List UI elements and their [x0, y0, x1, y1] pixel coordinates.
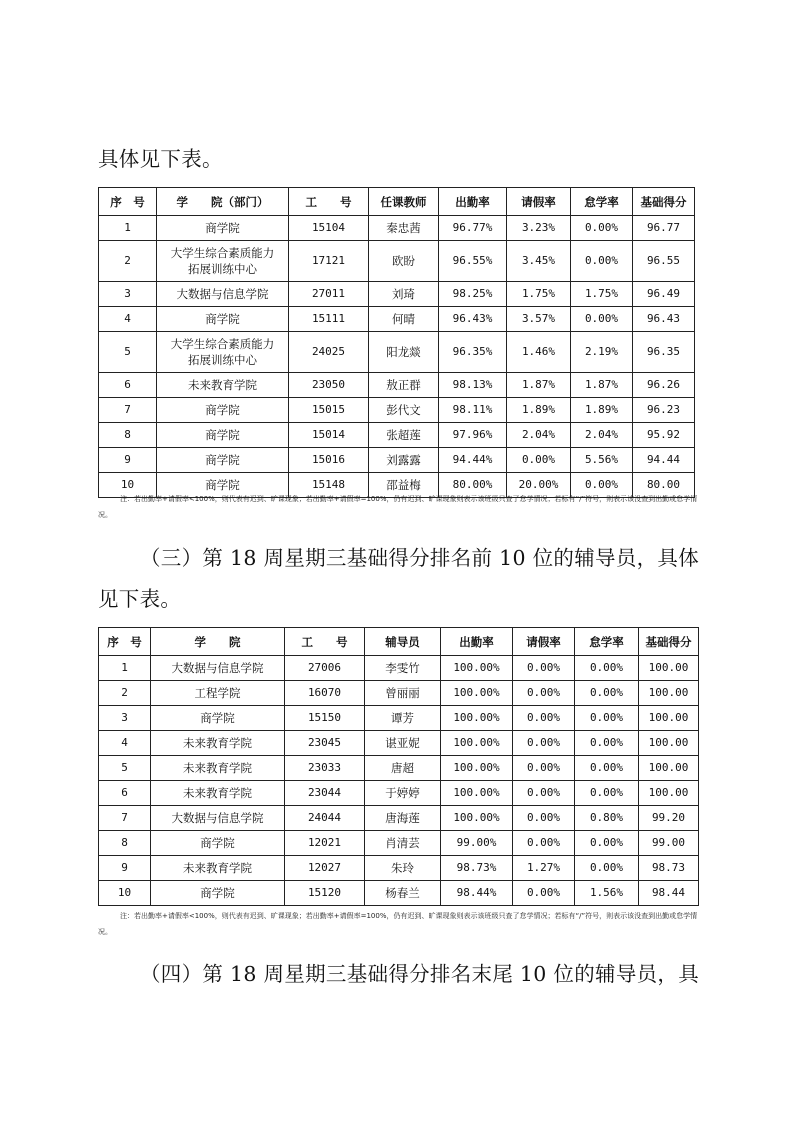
table-row: [99, 756, 699, 781]
col-header: 序 号: [99, 628, 151, 656]
staff-id-cell: 24044: [285, 806, 365, 831]
truancy-cell: 0.00%: [575, 681, 639, 706]
col-header: 基础得分: [633, 188, 695, 216]
staff-id-cell: 15016: [289, 448, 369, 473]
col-header: 学 院（部门）: [157, 188, 289, 216]
rank-cell: 9: [99, 448, 157, 473]
staff-id-cell: 12021: [285, 831, 365, 856]
leave-cell: 3.57%: [507, 307, 571, 332]
rank-cell: 8: [99, 831, 151, 856]
college-cell: 工程学院: [151, 681, 285, 706]
score-cell: 100.00: [639, 731, 699, 756]
name-cell: 阳龙燚: [369, 332, 439, 373]
score-cell: 100.00: [639, 756, 699, 781]
score-cell: 96.49: [633, 282, 695, 307]
name-cell: 曾丽丽: [365, 681, 441, 706]
col-header: 怠学率: [575, 628, 639, 656]
section-heading-4: （四）第 18 周星期三基础得分排名末尾 10 位的辅导员，具: [140, 962, 700, 986]
table-row: [99, 282, 695, 307]
table-row: [99, 706, 699, 731]
staff-id-cell: 15150: [285, 706, 365, 731]
college-cell: 未来教育学院: [151, 756, 285, 781]
col-header: 工 号: [289, 188, 369, 216]
college-cell: 商学院: [157, 423, 289, 448]
name-cell: 邵益梅: [369, 473, 439, 498]
truancy-cell: 0.00%: [571, 216, 633, 241]
staff-id-cell: 27006: [285, 656, 365, 681]
attendance-cell: 100.00%: [441, 731, 513, 756]
col-header: 工 号: [285, 628, 365, 656]
leave-cell: 20.00%: [507, 473, 571, 498]
rank-cell: 1: [99, 216, 157, 241]
staff-id-cell: 15104: [289, 216, 369, 241]
score-cell: 98.44: [639, 881, 699, 906]
table-note: 注：若出勤率+请假率<100%，则代表有迟到、旷课现象；若出勤率+请假率=100%，仍有迟到、旷课现象则表示该班级只查了怠学情况；若标有“/”符号，则表示该没查到出勤或怠学情况。: [98, 912, 698, 936]
leave-cell: 0.00%: [513, 781, 575, 806]
table-header-row: [99, 188, 695, 216]
col-header: 请假率: [513, 628, 575, 656]
col-header: 学 院: [151, 628, 285, 656]
college-cell: 未来教育学院: [157, 373, 289, 398]
truancy-cell: 0.80%: [575, 806, 639, 831]
rank-cell: 3: [99, 282, 157, 307]
attendance-cell: 94.44%: [439, 448, 507, 473]
name-cell: 敖正群: [369, 373, 439, 398]
staff-id-cell: 24025: [289, 332, 369, 373]
college-cell: 大学生综合素质能力拓展训练中心: [157, 241, 289, 282]
table-row: [99, 398, 695, 423]
rank-cell: 4: [99, 307, 157, 332]
staff-id-cell: 15148: [289, 473, 369, 498]
col-header: 序 号: [99, 188, 157, 216]
score-cell: 96.55: [633, 241, 695, 282]
attendance-cell: 99.00%: [441, 831, 513, 856]
name-cell: 谭芳: [365, 706, 441, 731]
attendance-cell: 100.00%: [441, 681, 513, 706]
section-heading-3: （三）第 18 周星期三基础得分排名前 10 位的辅导员，具体: [140, 546, 700, 570]
attendance-cell: 100.00%: [441, 806, 513, 831]
attendance-cell: 98.73%: [441, 856, 513, 881]
college-cell: 大学生综合素质能力拓展训练中心: [157, 332, 289, 373]
staff-id-cell: 23050: [289, 373, 369, 398]
college-cell: 未来教育学院: [151, 731, 285, 756]
name-cell: 杨春兰: [365, 881, 441, 906]
teacher-ranking-table: [98, 187, 695, 498]
truancy-cell: 0.00%: [571, 473, 633, 498]
name-cell: 秦忠茜: [369, 216, 439, 241]
truancy-cell: 2.04%: [571, 423, 633, 448]
attendance-cell: 100.00%: [441, 781, 513, 806]
score-cell: 96.26: [633, 373, 695, 398]
table-row: [99, 781, 699, 806]
col-header: 辅导员: [365, 628, 441, 656]
rank-cell: 9: [99, 856, 151, 881]
truancy-cell: 0.00%: [571, 241, 633, 282]
rank-cell: 7: [99, 398, 157, 423]
leave-cell: 1.27%: [513, 856, 575, 881]
col-header: 基础得分: [639, 628, 699, 656]
truancy-cell: 1.89%: [571, 398, 633, 423]
score-cell: 98.73: [639, 856, 699, 881]
truancy-cell: 0.00%: [575, 731, 639, 756]
score-cell: 80.00: [633, 473, 695, 498]
table-row: [99, 881, 699, 906]
attendance-cell: 97.96%: [439, 423, 507, 448]
attendance-cell: 100.00%: [441, 656, 513, 681]
name-cell: 刘琦: [369, 282, 439, 307]
leave-cell: 0.00%: [513, 656, 575, 681]
attendance-cell: 98.13%: [439, 373, 507, 398]
table-row: [99, 681, 699, 706]
college-cell: 未来教育学院: [151, 856, 285, 881]
intro-text: 具体见下表。: [98, 147, 223, 171]
score-cell: 96.77: [633, 216, 695, 241]
leave-cell: 0.00%: [513, 681, 575, 706]
truancy-cell: 0.00%: [575, 781, 639, 806]
rank-cell: 2: [99, 241, 157, 282]
score-cell: 96.43: [633, 307, 695, 332]
staff-id-cell: 23045: [285, 731, 365, 756]
rank-cell: 4: [99, 731, 151, 756]
table-row: [99, 731, 699, 756]
leave-cell: 0.00%: [513, 756, 575, 781]
truancy-cell: 1.56%: [575, 881, 639, 906]
score-cell: 94.44: [633, 448, 695, 473]
table-row: [99, 241, 695, 282]
name-cell: 唐超: [365, 756, 441, 781]
leave-cell: 1.75%: [507, 282, 571, 307]
staff-id-cell: 15120: [285, 881, 365, 906]
staff-id-cell: 12027: [285, 856, 365, 881]
attendance-cell: 98.25%: [439, 282, 507, 307]
rank-cell: 2: [99, 681, 151, 706]
attendance-cell: 96.43%: [439, 307, 507, 332]
attendance-cell: 98.44%: [441, 881, 513, 906]
leave-cell: 2.04%: [507, 423, 571, 448]
col-header: 请假率: [507, 188, 571, 216]
name-cell: 何晴: [369, 307, 439, 332]
leave-cell: 1.87%: [507, 373, 571, 398]
college-cell: 商学院: [151, 831, 285, 856]
truancy-cell: 0.00%: [575, 756, 639, 781]
table-row: [99, 856, 699, 881]
college-cell: 商学院: [157, 473, 289, 498]
score-cell: 100.00: [639, 681, 699, 706]
truancy-cell: 0.00%: [575, 706, 639, 731]
rank-cell: 7: [99, 806, 151, 831]
college-cell: 商学院: [157, 216, 289, 241]
attendance-cell: 98.11%: [439, 398, 507, 423]
rank-cell: 5: [99, 756, 151, 781]
leave-cell: 0.00%: [513, 806, 575, 831]
name-cell: 朱玲: [365, 856, 441, 881]
rank-cell: 6: [99, 781, 151, 806]
staff-id-cell: 23044: [285, 781, 365, 806]
truancy-cell: 5.56%: [571, 448, 633, 473]
leave-cell: 0.00%: [513, 831, 575, 856]
attendance-cell: 96.35%: [439, 332, 507, 373]
truancy-cell: 1.75%: [571, 282, 633, 307]
attendance-cell: 96.55%: [439, 241, 507, 282]
truancy-cell: 1.87%: [571, 373, 633, 398]
col-header: 出勤率: [441, 628, 513, 656]
score-cell: 95.92: [633, 423, 695, 448]
name-cell: 彭代文: [369, 398, 439, 423]
leave-cell: 3.45%: [507, 241, 571, 282]
rank-cell: 10: [99, 473, 157, 498]
leave-cell: 1.46%: [507, 332, 571, 373]
table-row: [99, 423, 695, 448]
rank-cell: 6: [99, 373, 157, 398]
staff-id-cell: 16070: [285, 681, 365, 706]
table-note: 注：若出勤率+请假率<100%，则代表有迟到、旷课现象；若出勤率+请假率=100%，仍有迟到、旷课现象则表示该班级只查了怠学情况；若标有“/”符号，则表示该没查到出勤或怠学情况。: [98, 495, 698, 519]
truancy-cell: 0.00%: [575, 831, 639, 856]
score-cell: 99.00: [639, 831, 699, 856]
table-row: [99, 806, 699, 831]
col-header: 出勤率: [439, 188, 507, 216]
table-row: [99, 656, 699, 681]
leave-cell: 0.00%: [513, 881, 575, 906]
table-row: [99, 373, 695, 398]
name-cell: 刘露露: [369, 448, 439, 473]
name-cell: 欧盼: [369, 241, 439, 282]
col-header: 任课教师: [369, 188, 439, 216]
attendance-cell: 96.77%: [439, 216, 507, 241]
leave-cell: 3.23%: [507, 216, 571, 241]
table-row: [99, 448, 695, 473]
table-row: [99, 216, 695, 241]
table-row: [99, 307, 695, 332]
rank-cell: 10: [99, 881, 151, 906]
name-cell: 张超莲: [369, 423, 439, 448]
college-cell: 商学院: [151, 706, 285, 731]
college-cell: 商学院: [151, 881, 285, 906]
staff-id-cell: 17121: [289, 241, 369, 282]
staff-id-cell: 15014: [289, 423, 369, 448]
truancy-cell: 0.00%: [571, 307, 633, 332]
section-heading-3-cont: 见下表。: [98, 587, 182, 611]
college-cell: 商学院: [157, 307, 289, 332]
staff-id-cell: 27011: [289, 282, 369, 307]
name-cell: 于婷婷: [365, 781, 441, 806]
attendance-cell: 100.00%: [441, 706, 513, 731]
name-cell: 谌亚妮: [365, 731, 441, 756]
leave-cell: 0.00%: [513, 706, 575, 731]
table-row: [99, 831, 699, 856]
table-row: [99, 332, 695, 373]
truancy-cell: 0.00%: [575, 656, 639, 681]
college-cell: 大数据与信息学院: [151, 806, 285, 831]
rank-cell: 3: [99, 706, 151, 731]
college-cell: 未来教育学院: [151, 781, 285, 806]
counselor-ranking-table: [98, 627, 699, 906]
staff-id-cell: 15015: [289, 398, 369, 423]
score-cell: 96.23: [633, 398, 695, 423]
college-cell: 商学院: [157, 448, 289, 473]
attendance-cell: 100.00%: [441, 756, 513, 781]
college-cell: 商学院: [157, 398, 289, 423]
table-header-row: [99, 628, 699, 656]
leave-cell: 1.89%: [507, 398, 571, 423]
name-cell: 肖清芸: [365, 831, 441, 856]
rank-cell: 5: [99, 332, 157, 373]
college-cell: 大数据与信息学院: [157, 282, 289, 307]
score-cell: 100.00: [639, 781, 699, 806]
truancy-cell: 0.00%: [575, 856, 639, 881]
rank-cell: 1: [99, 656, 151, 681]
name-cell: 唐海莲: [365, 806, 441, 831]
leave-cell: 0.00%: [507, 448, 571, 473]
college-cell: 大数据与信息学院: [151, 656, 285, 681]
staff-id-cell: 15111: [289, 307, 369, 332]
rank-cell: 8: [99, 423, 157, 448]
score-cell: 99.20: [639, 806, 699, 831]
score-cell: 100.00: [639, 656, 699, 681]
score-cell: 96.35: [633, 332, 695, 373]
col-header: 怠学率: [571, 188, 633, 216]
attendance-cell: 80.00%: [439, 473, 507, 498]
leave-cell: 0.00%: [513, 731, 575, 756]
truancy-cell: 2.19%: [571, 332, 633, 373]
staff-id-cell: 23033: [285, 756, 365, 781]
name-cell: 李雯竹: [365, 656, 441, 681]
score-cell: 100.00: [639, 706, 699, 731]
